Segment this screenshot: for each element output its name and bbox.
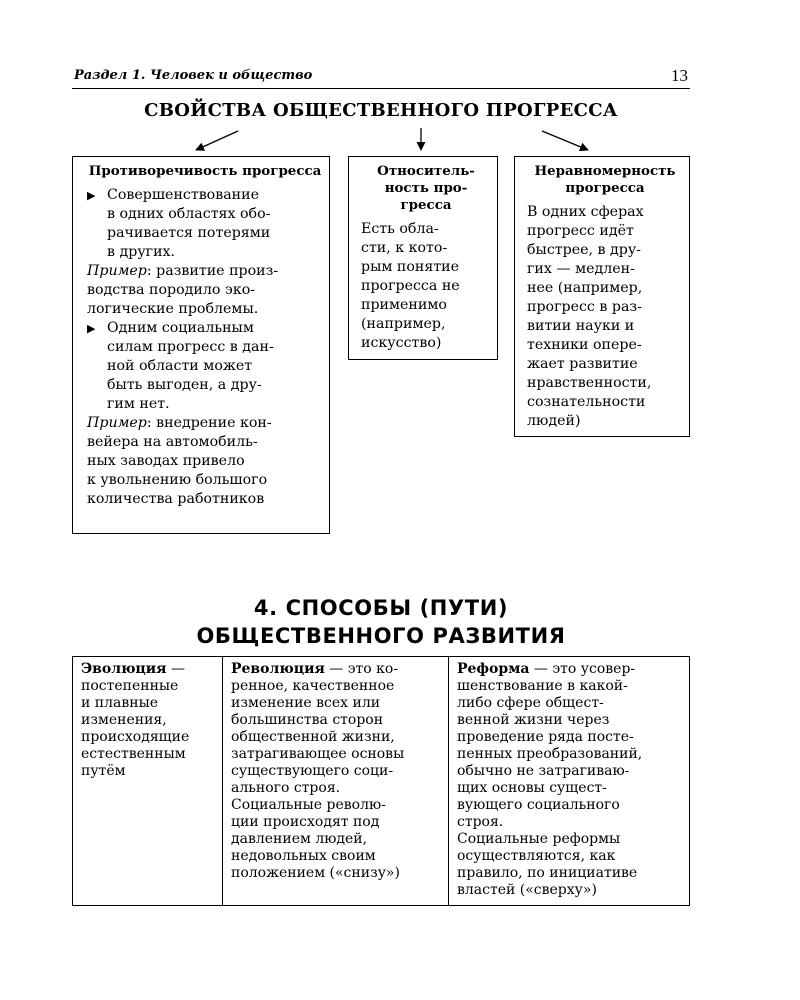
box1-bullet-2: ▶ Одним социальным силам прогресс в дан- ной области может быть выгоден, а дру- гим нет.: [87, 320, 274, 412]
box1-heading: Противоречивость прогресса: [88, 163, 322, 179]
box-contradictory-progress: [72, 156, 330, 534]
arrow-left: [196, 131, 238, 150]
development-ways-table: [72, 656, 690, 906]
box1-example-1: Пример: развитие произ- водства породило эко- логические проблемы.: [87, 263, 279, 317]
revolution-cell: Революция — это ко- ренное, качественное изменение всех или большинства сторон общественной жизни, затрагивающее основы существующего соци- ального строя. Социальные револю- ции происходят под давлением людей, недовольных своим положением («снизу»): [223, 657, 449, 905]
development-ways-title: 4. СПОСОБЫ (ПУТИ) ОБЩЕСТВЕННОГО РАЗВИТИЯ: [196, 596, 566, 648]
box1-bullet-1: ▶ Совершенствование в одних областях обо- рачивается потерями в других.: [87, 187, 271, 260]
box3-heading: Неравномерность прогресса: [534, 163, 676, 196]
box3-text: В одних сферах прогресс идёт быстрее, в дру- гих — медлен- нее (например, прогресс в раз- витии науки и техники опере- жает развитие нравственности, сознательности людей): [527, 204, 652, 429]
section-title-running: Раздел 1. Человек и общество: [74, 68, 313, 83]
page-number: 13: [671, 66, 688, 85]
triangle-bullet-icon: ▶: [87, 189, 96, 202]
arrow-right: [542, 131, 588, 150]
box2-text: Есть обла- сти, к кото- рым понятие прогресса не применимо (например, искусство): [361, 221, 460, 351]
box-uneven-progress: [514, 156, 690, 437]
triangle-bullet-icon: ▶: [87, 322, 96, 335]
reform-cell: Реформа — это усовер- шенствование в какой- либо сфере общест- венной жизни через проведение ряда посте- пенных преобразований, обычно не затрагиваю- щих основы сущест- вующего социального строя. Социальные реформы осуществляются, как правило, по инициативе властей («сверху»): [457, 661, 643, 898]
evolution-cell: Эволюция — постепенные и плавные изменения, происходящие естественным путём: [73, 657, 223, 905]
progress-properties-title: СВОЙСТВА ОБЩЕСТВЕННОГО ПРОГРЕССА: [144, 100, 618, 121]
box1-example-2: Пример: внедрение кон- вейера на автомобиль- ных заводах привело к увольнению большого количества работников: [87, 415, 272, 507]
box-relativity-progress: [348, 156, 498, 360]
box2-heading: Относитель- ность про- гресса: [377, 163, 475, 213]
